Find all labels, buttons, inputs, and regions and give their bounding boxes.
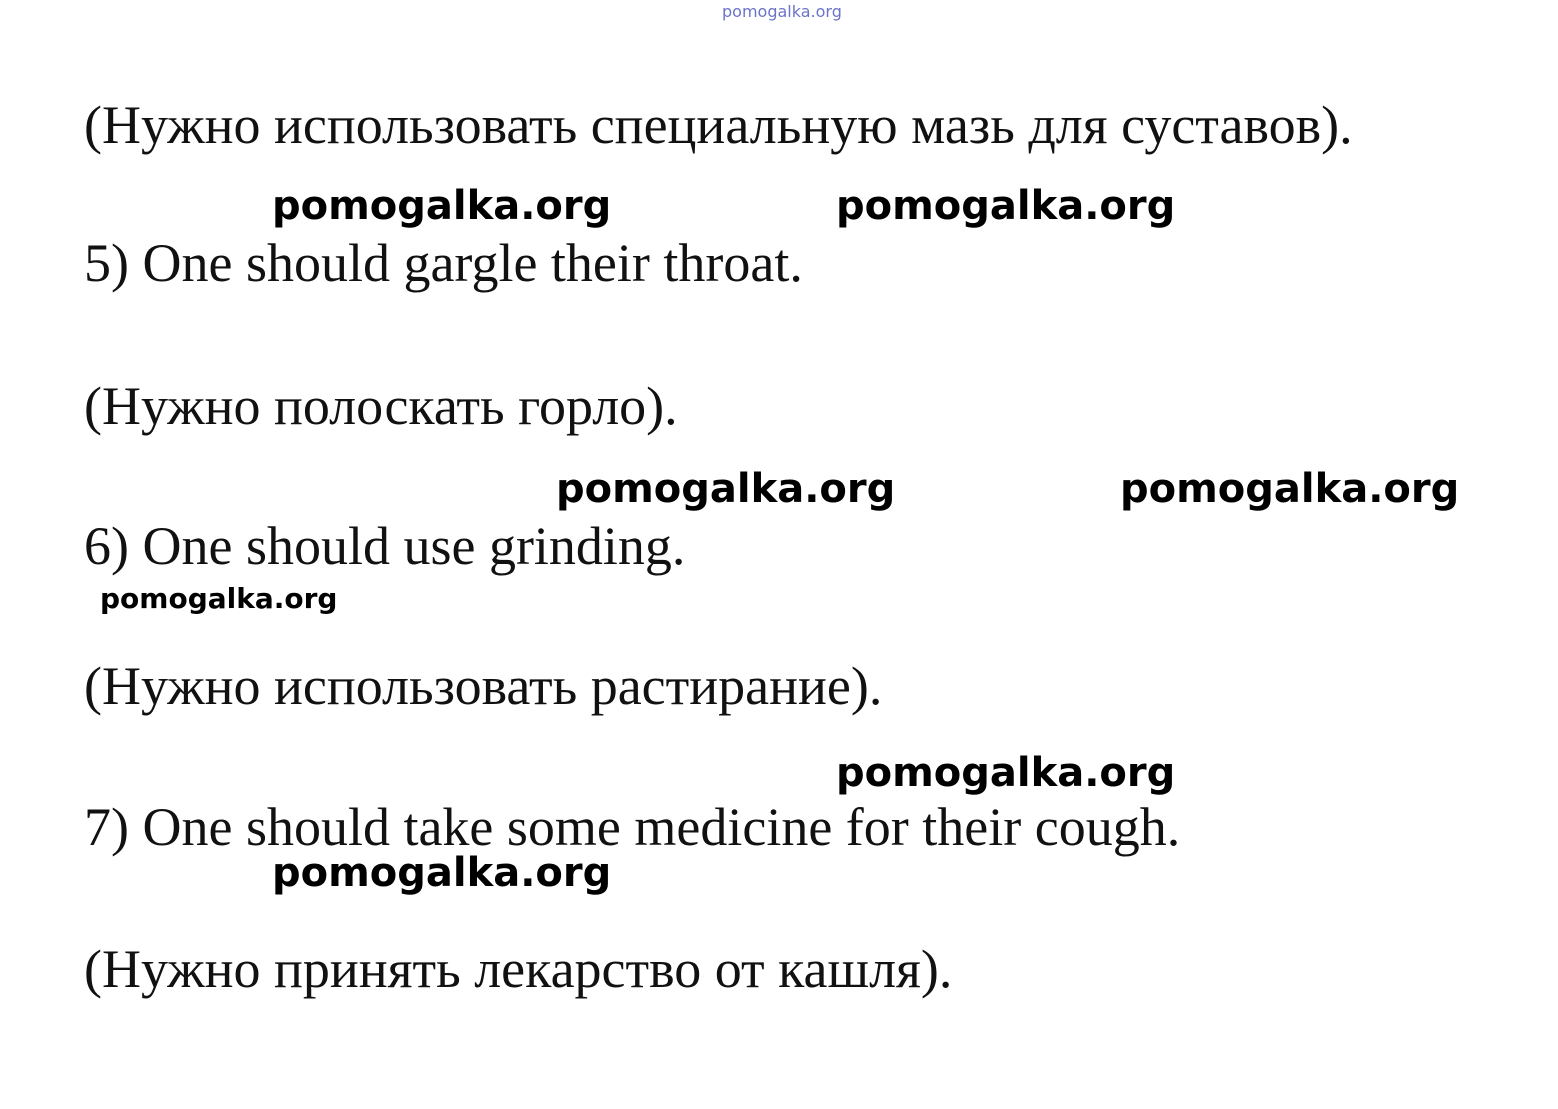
watermark-7: pomogalka.org (272, 850, 612, 896)
watermark-5: pomogalka.org (100, 582, 338, 615)
text-line-5-en: 5) One should gargle their throat. (84, 233, 803, 293)
text-line-7-ru: (Нужно принять лекарство от кашля). (84, 939, 953, 999)
watermark-3: pomogalka.org (556, 466, 896, 512)
text-line-5-ru: (Нужно полоскать горло). (84, 376, 678, 436)
text-line-ointment-ru: (Нужно использовать специальную мазь для суставов). (84, 95, 1353, 155)
watermark-2: pomogalka.org (836, 183, 1176, 229)
header-site-watermark: pomogalka.org (722, 2, 842, 21)
text-line-7-en: 7) One should take some medicine for their cough. (84, 797, 1181, 857)
watermark-4: pomogalka.org (1120, 466, 1460, 512)
watermark-6: pomogalka.org (836, 750, 1176, 796)
watermark-1: pomogalka.org (272, 183, 612, 229)
text-line-6-en: 6) One should use grinding. (84, 516, 686, 576)
text-line-6-ru: (Нужно использовать растирание). (84, 656, 883, 716)
